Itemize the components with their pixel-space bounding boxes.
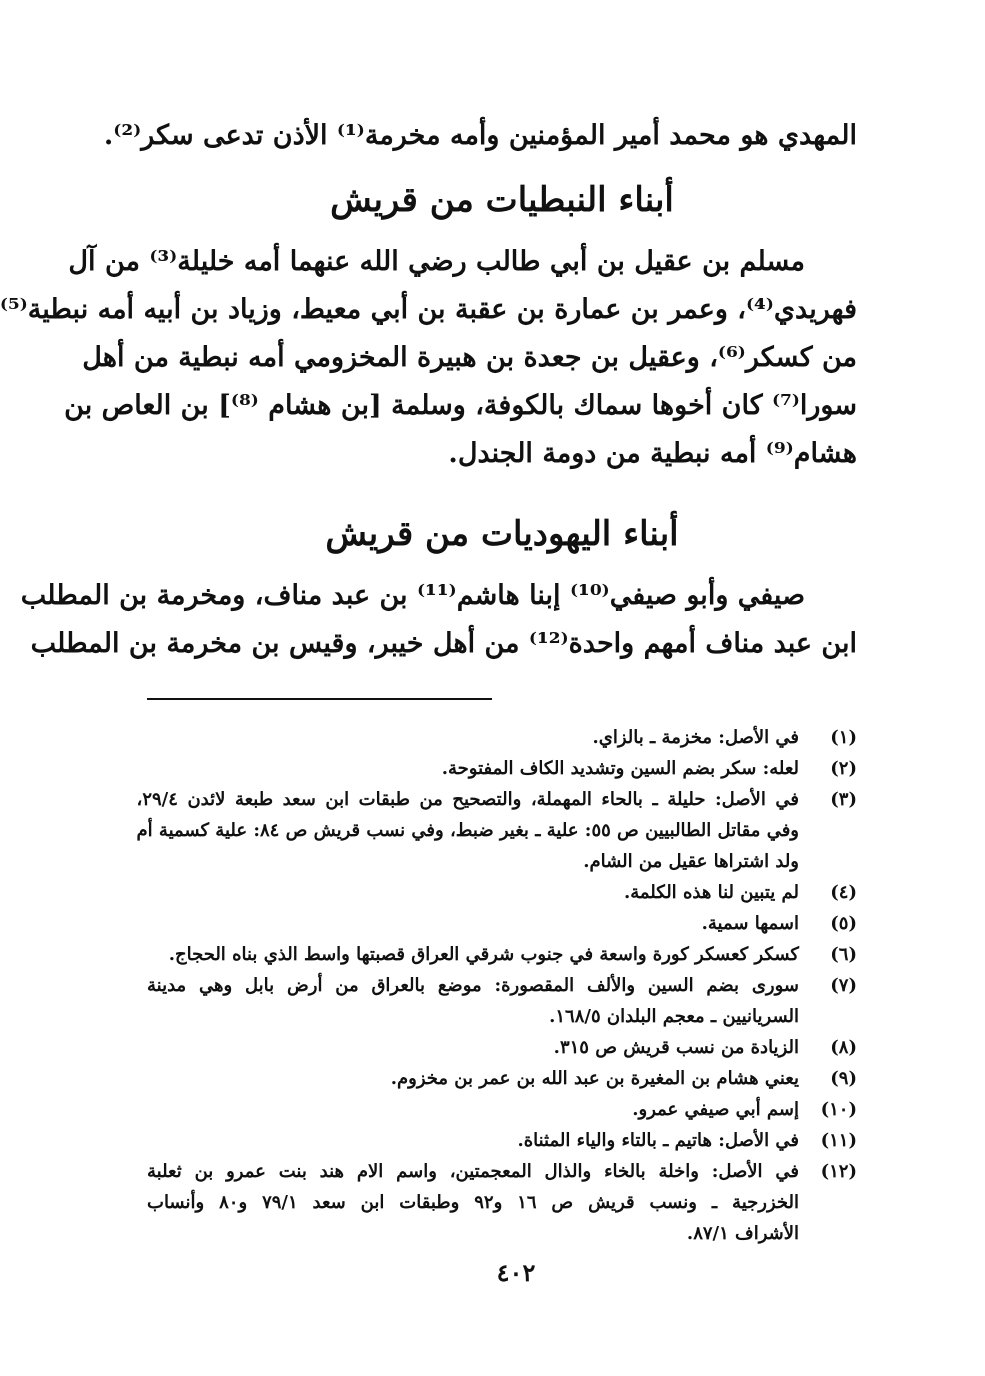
footnote-text: سورى بضم السين والألف المقصورة: موضع بالعراق من أرض بابل وهي مدينة — [147, 975, 799, 996]
footnote-number: (١١) — [820, 1130, 857, 1151]
section-heading-jewish: أبناء اليهوديات من قريش — [325, 514, 679, 554]
footnote-text: في الأصل: واخلة بالخاء والذال المعجمتين، واسم الام هند بنت عمرو بن ثعلبة — [147, 1161, 799, 1182]
footnote-item — [147, 877, 857, 908]
footnote-text: إسم أبي صيفي عمرو. — [632, 1099, 799, 1120]
footnotes — [136, 722, 857, 1249]
footnote-number: (١) — [830, 727, 857, 748]
section-nabatean-paragraph — [0, 238, 857, 478]
footnote-number: (٣) — [830, 789, 857, 810]
footnote-number: (٩) — [830, 1068, 857, 1089]
footnote-text: يعني هشام بن المغيرة بن عبد الله بن عمر بن مخزوم. — [390, 1068, 799, 1089]
footnote-item — [147, 1156, 857, 1249]
paragraph-line: من كسكر⁽⁶⁾، وعقيل بن جعدة بن هبيرة المخزومي أمه نبطية من أهل — [82, 342, 857, 373]
footnote-number: (٧) — [830, 975, 857, 996]
footnote-text: الخزرجية ـ ونسب قريش ص ١٦ و٩٢ وطبقات ابن سعد ٧٩/١ و٨٠ وأنساب — [147, 1192, 799, 1213]
footnote-number: (٥) — [830, 913, 857, 934]
footnote-item — [147, 908, 857, 939]
footnote-text: ولد اشتراها عقيل من الشام. — [583, 851, 799, 872]
paragraph-line: مسلم بن عقيل بن أبي طالب رضي الله عنهما أمه خليلة⁽³⁾ من آل — [68, 246, 805, 277]
footnote-item — [147, 722, 857, 753]
paragraph-line: ابن عبد مناف أمهم واحدة⁽¹²⁾ من أهل خيبر، وقيس بن مخرمة بن المطلب — [30, 628, 857, 659]
footnote-item — [147, 1032, 857, 1063]
paragraph-line: فهريدي⁽⁴⁾، وعمر بن عمارة بن عقبة بن أبي معيط، وزياد بن أبيه أمه نبطية⁽⁵⁾ — [0, 294, 857, 325]
footnote-number: (١٢) — [820, 1161, 857, 1182]
footnote-text: السريانيين ـ معجم البلدان ١٦٨/٥. — [549, 1006, 799, 1027]
footnote-number: (٤) — [830, 882, 857, 903]
footnote-text: الزيادة من نسب قريش ص ٣١٥. — [553, 1037, 799, 1058]
section-jewish-paragraph — [20, 572, 857, 668]
footnote-item — [147, 1063, 857, 1094]
footnote-text: لعله: سكر بضم السين وتشديد الكاف المفتوحة. — [441, 758, 799, 779]
paragraph-line: صيفي وأبو صيفي⁽¹⁰⁾ إبنا هاشم⁽¹¹⁾ بن عبد مناف، ومخرمة بن المطلب — [20, 580, 805, 611]
footnote-text: وفي مقاتل الطالبيين ص ٥٥: علية ـ بغير ضبط، وفي نسب قريش ص ٨٤: علية كسمية أم — [136, 820, 799, 841]
page-body — [0, 110, 857, 1249]
footnote-divider — [147, 698, 492, 700]
footnote-text: في الأصل: حليلة ـ بالحاء المهملة، والتصحيح من طبقات ابن سعد طبعة لائدن ٢٩/٤، — [136, 789, 799, 810]
footnote-text: اسمها سمية. — [701, 913, 799, 934]
footnote-number: (٦) — [830, 944, 857, 965]
page-number: ٤٠٢ — [496, 1258, 536, 1287]
footnote-number: (٢) — [830, 758, 857, 779]
footnote-item — [136, 784, 857, 877]
footnote-number: (٨) — [830, 1037, 857, 1058]
footnote-text: لم يتبين لنا هذه الكلمة. — [623, 882, 799, 903]
footnote-number: (١٠) — [820, 1099, 857, 1120]
intro-line: المهدي هو محمد أمير المؤمنين وأمه مخرمة⁽¹⁾ الأذن تدعى سكر⁽²⁾. — [103, 120, 857, 151]
section-heading-nabatean: أبناء النبطيات من قريش — [330, 180, 674, 220]
footnote-item — [147, 1125, 857, 1156]
footnote-item — [147, 970, 857, 1032]
footnote-item — [147, 1094, 857, 1125]
footnote-text: في الأصل: مخزمة ـ بالزاي. — [592, 727, 799, 748]
footnote-text: كسكر كعسكر كورة واسعة في جنوب شرقي العراق قصبتها واسط الذي بناه الحجاج. — [168, 944, 799, 965]
footnote-item — [147, 753, 857, 784]
paragraph-line: هشام⁽⁹⁾ أمه نبطية من دومة الجندل. — [448, 438, 857, 469]
paragraph-line: سورا⁽⁷⁾ كان أخوها سماك بالكوفة، وسلمة [بن هشام ⁽⁸⁾] بن العاص بن — [64, 390, 857, 421]
footnote-text: الأشراف ٨٧/١. — [686, 1223, 799, 1244]
footnote-item — [147, 939, 857, 970]
footnote-text: في الأصل: هاتيم ـ بالتاء والياء المثناة. — [517, 1130, 799, 1151]
